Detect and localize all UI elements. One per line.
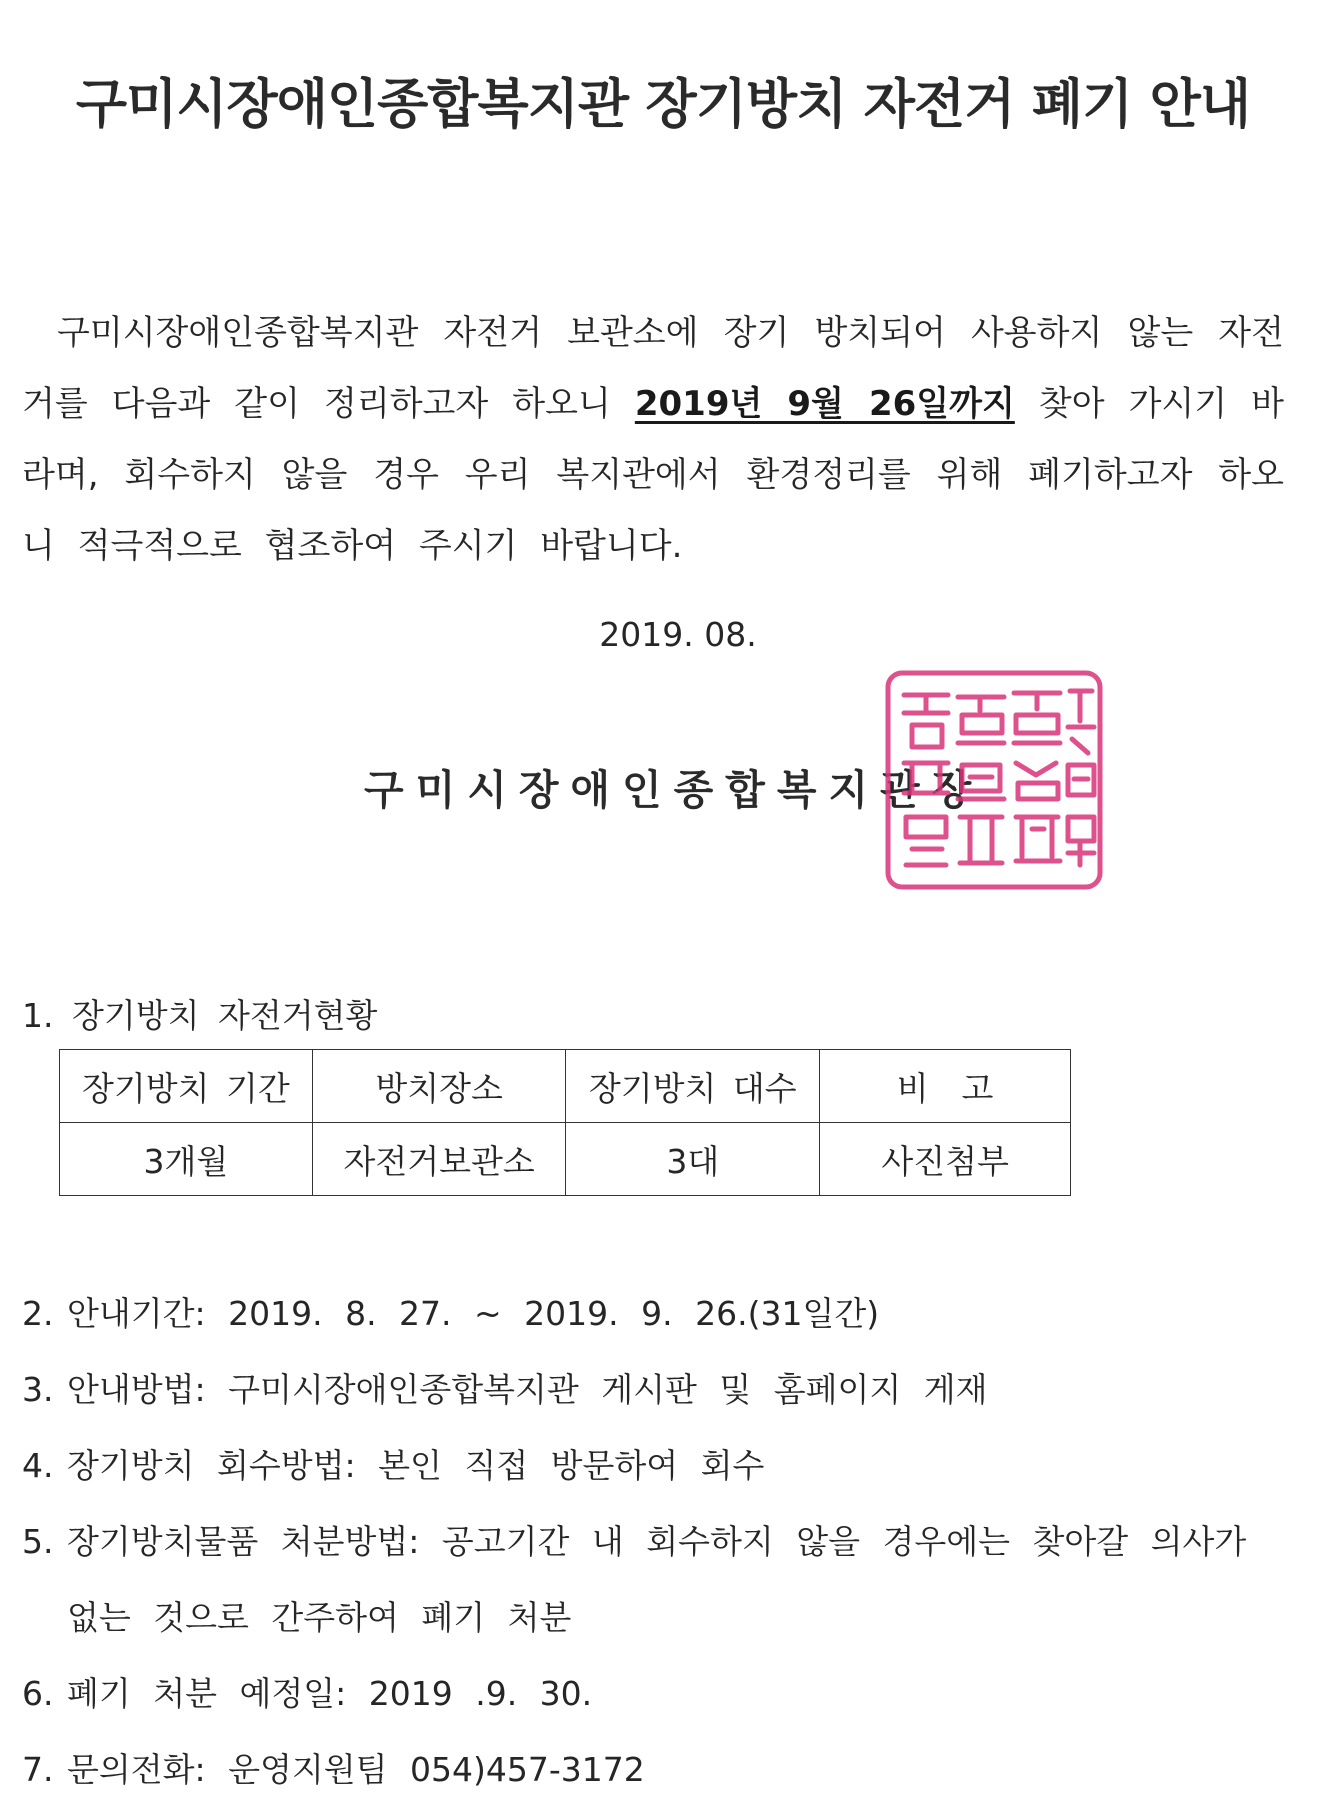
intro-text-before: 구미시장애인종합복지관 자전거 보관소에 장기 방치되어 사용하지 않는 자전거를 다음과 같이 정리하고자 하오니	[22, 313, 1284, 424]
list-item-text: 문의전화: 운영지원팀 054)457-3172	[67, 1750, 645, 1789]
list-item-number: 7.	[22, 1750, 54, 1789]
intro-text-after: 찾아 가시기 바라며, 회수하지 않을 경우 우리 복지관에서 환경정리를 위해 폐기하고자 하오니 적극적으로 협조하여 주시기 바랍니다.	[22, 384, 1285, 566]
official-seal-stamp	[882, 667, 1106, 893]
section-1-title: 장기방치 자전거현황	[72, 996, 378, 1035]
list-item	[22, 1428, 1284, 1504]
list-item-number: 4.	[22, 1446, 54, 1485]
list-item-text: 장기방치물품 처분방법: 공고기간 내 회수하지 않을 경우에는 찾아갈 의사가 없는 것으로 간주하여 폐기 처분	[67, 1522, 1247, 1637]
list-item-number: 2.	[22, 1294, 54, 1333]
section-1-number: 1.	[22, 996, 54, 1035]
list-item	[22, 1276, 1284, 1352]
table-header-cell: 장기방치 기간	[60, 1050, 313, 1123]
table-header-row	[60, 1050, 1071, 1123]
table-header-cell: 방치장소	[312, 1050, 566, 1123]
list-item-text: 안내기간: 2019. 8. 27. ~ 2019. 9. 26.(31일간)	[67, 1294, 880, 1333]
list-item-text: 폐기 처분 예정일: 2019 .9. 30.	[67, 1674, 593, 1713]
table-cell: 3개월	[60, 1123, 313, 1196]
seal-icon	[882, 667, 1106, 893]
list-item-text: 안내방법: 구미시장애인종합복지관 게시판 및 홈페이지 게재	[67, 1370, 988, 1409]
list-item	[22, 1504, 1284, 1656]
issue-date: 2019. 08.	[599, 615, 757, 654]
deadline-emphasis: 2019년 9월 26일까지	[634, 384, 1015, 424]
list-item-number: 5.	[22, 1522, 54, 1561]
table-header-cell: 장기방치 대수	[566, 1050, 820, 1123]
bicycle-status-table	[59, 1049, 1071, 1196]
list-item-number: 6.	[22, 1674, 54, 1713]
section-1-heading	[22, 990, 377, 1037]
intro-paragraph	[22, 298, 1284, 582]
list-item	[22, 1352, 1284, 1428]
list-item-number: 3.	[22, 1370, 54, 1409]
table-cell: 3대	[566, 1123, 820, 1196]
signer-name: 구미시장애인종합복지관장	[364, 766, 984, 814]
list-item	[22, 1656, 1284, 1732]
notice-item-list	[22, 1276, 1284, 1808]
list-item-text: 장기방치 회수방법: 본인 직접 방문하여 회수	[67, 1446, 765, 1485]
table-header-cell: 비 고	[820, 1050, 1071, 1123]
table-row	[60, 1123, 1071, 1196]
table-cell: 자전거보관소	[312, 1123, 566, 1196]
document-title: 구미시장애인종합복지관 장기방치 자전거 폐기 안내	[75, 74, 1251, 135]
list-item	[22, 1732, 1284, 1808]
table-cell: 사진첨부	[820, 1123, 1071, 1196]
